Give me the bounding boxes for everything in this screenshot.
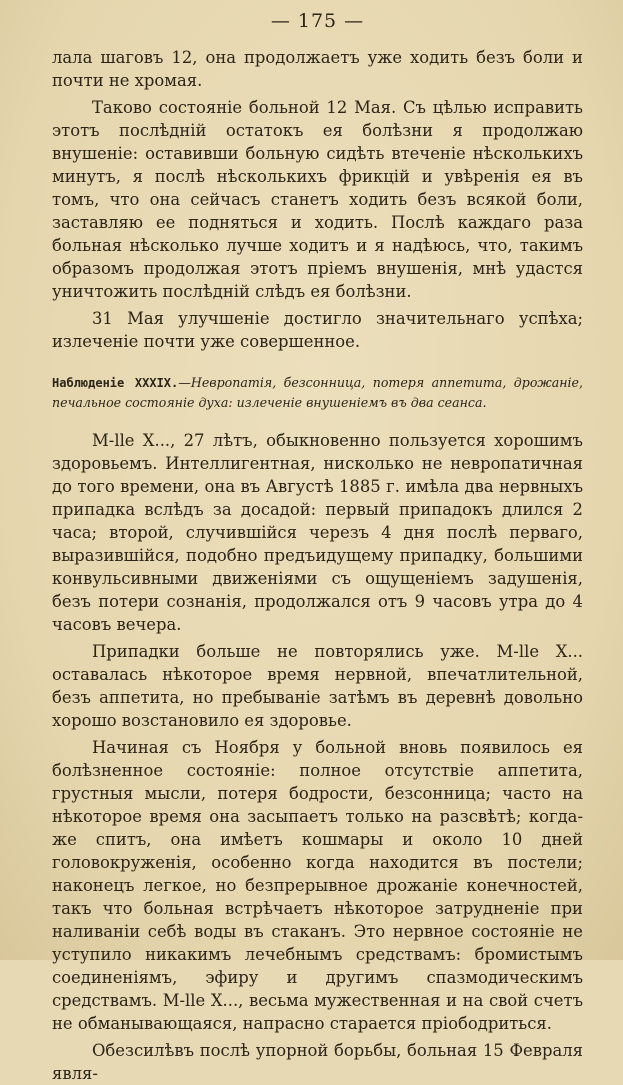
paragraph-continued: лала шаговъ 12, она продолжаетъ уже ходить безъ боли и почти не хромая.	[52, 48, 583, 90]
paragraph-relapse: Начиная съ Ноября у больной вновь появилось ея болѣзненное состояніе: полное отсутствіе аппетита, грустныя мысли, потеря бодрости, безсонница; часто на нѣкоторое время она засыпаетъ только на разсвѣтѣ; когда-же спитъ, она имѣетъ кошмары и около 10 дней головокруженія, особенно когда находится въ постели; наконецъ легкое, но безпрерывное дрожаніе конечностей, такъ что больная встрѣчаетъ нѣкоторое затрудненіе при наливаніи себѣ воды въ стаканъ. Это нервное состояніе не уступило никакимъ лечебнымъ средствамъ: бромистымъ соединеніямъ, эфиру и другимъ спазмодическимъ средствамъ. M-lle X..., весьма мужественная и на свой счетъ не обманывающаяся, напрасно старается пріободриться.	[52, 738, 583, 1033]
paragraph-may-12: Таково состояніе больной 12 Мая. Съ цѣлью исправить этотъ послѣдній остатокъ ея болѣзни я продолжаю внушеніе: оставивши больную сидѣть втеченіе нѣсколькихъ минутъ, я послѣ нѣсколькихъ фрикцій и увѣренія ея въ томъ, что она сейчасъ станетъ ходить безъ всякой боли, заставляю ее подняться и ходить. Послѣ каждаго раза больная нѣсколько лучше ходитъ и я надѣюсь, что, такимъ образомъ продолжая этотъ пріемъ внушенія, мнѣ удастся уничтожить послѣдній слѣдъ ея болѣзни.	[52, 98, 583, 301]
observation-body	[52, 429, 583, 1085]
observation-heading: Наблюденіе XXXIX.	[52, 376, 179, 390]
paragraph-recovery: Припадки больше не повторялись уже. M-lle X... оставалась нѣкоторое время нервной, впечатлительной, безъ аппетита, но пребываніе затѣмъ въ деревнѣ довольно хорошо возстановило ея здоровье.	[52, 642, 583, 730]
observation-heading-block	[52, 373, 583, 413]
page-number: — 175 —	[270, 10, 365, 32]
observation-summary: —Невропатія, безсонница, потеря аппетита, дрожаніе, печальное состояніе духа: излеченіе внушеніемъ въ два сеанса.	[52, 375, 583, 410]
paragraph-continuation: Обезсилѣвъ послѣ упорной борьбы, больная 15 Февраля явля-	[52, 1041, 583, 1083]
paragraph-may-31: 31 Мая улучшеніе достигло значительнаго успѣха; излеченіе почти уже совершенное.	[52, 309, 583, 351]
paragraph-history: M-lle X..., 27 лѣтъ, обыкновенно пользуется хорошимъ здоровьемъ. Интеллигентная, нисколько не невропатичная до того времени, она въ Августѣ 1885 г. имѣла два нервныхъ припадка вслѣдъ за досадой: первый припадокъ длился 2 часа; второй, случившійся черезъ 4 дня послѣ перваго, выразившійся, подобно предъидущему припадку, большими конвульсивными движеніями съ ощущеніемъ задушенія, безъ потери сознанія, продолжался отъ 9 часовъ утра до 4 часовъ вечера.	[52, 431, 583, 634]
